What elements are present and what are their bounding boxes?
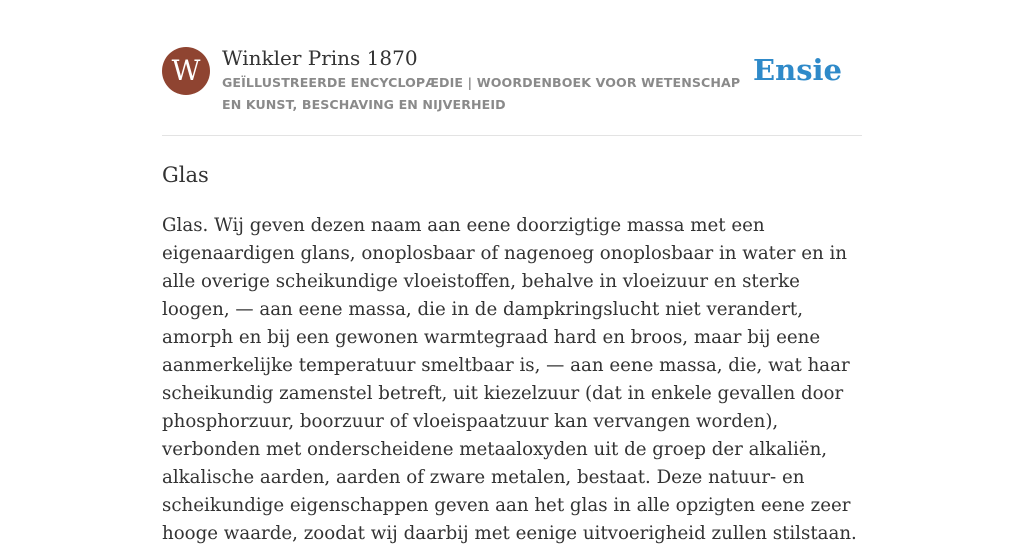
source-title[interactable]: Winkler Prins 1870: [222, 46, 418, 70]
entry-title: Glas: [162, 163, 209, 187]
source-avatar[interactable]: W: [162, 47, 210, 95]
header-divider: [162, 135, 862, 136]
source-subtitle: GEÏLLUSTREERDE ENCYCLOPÆDIE | WOORDENBOEK VOOR WETENSCHAP EN KUNST, BESCHAVING EN NIJVERHEID: [222, 75, 741, 112]
source-header: [162, 46, 862, 116]
ensie-logo[interactable]: Ensie: [753, 53, 842, 87]
entry-body: Glas. Wij geven dezen naam aan eene doorzigtige massa met een eigenaardigen glans, onoplosbaar of nagenoeg onoplosbaar in water en in alle overige scheikundige vloeistoffen, behalve in vloeizuur en sterke loogen, — aan eene massa, die in de dampkringslucht niet verandert, amorph en bij een gewonen warmtegraad hard en broos, maar bij eene aanmerkelijke temperatuur smeltbaar is, — aan eene massa, die, wat haar scheikundig zamenstel betreft, uit kiezelzuur (dat in enkele gevallen door phosphorzuur, boorzuur of vloeispaatzuur kan vervangen worden), verbonden met onderscheidene metaaloxyden uit de groep der alkaliën, alkalische aarden, aarden of zware metalen, bestaat. Deze natuur- en scheikundige eigenschappen geven aan het glas in alle opzigten eene zeer hooge waarde, zoodat wij daarbij met eenige uitvoerigheid zullen stilstaan.: [162, 215, 857, 544]
